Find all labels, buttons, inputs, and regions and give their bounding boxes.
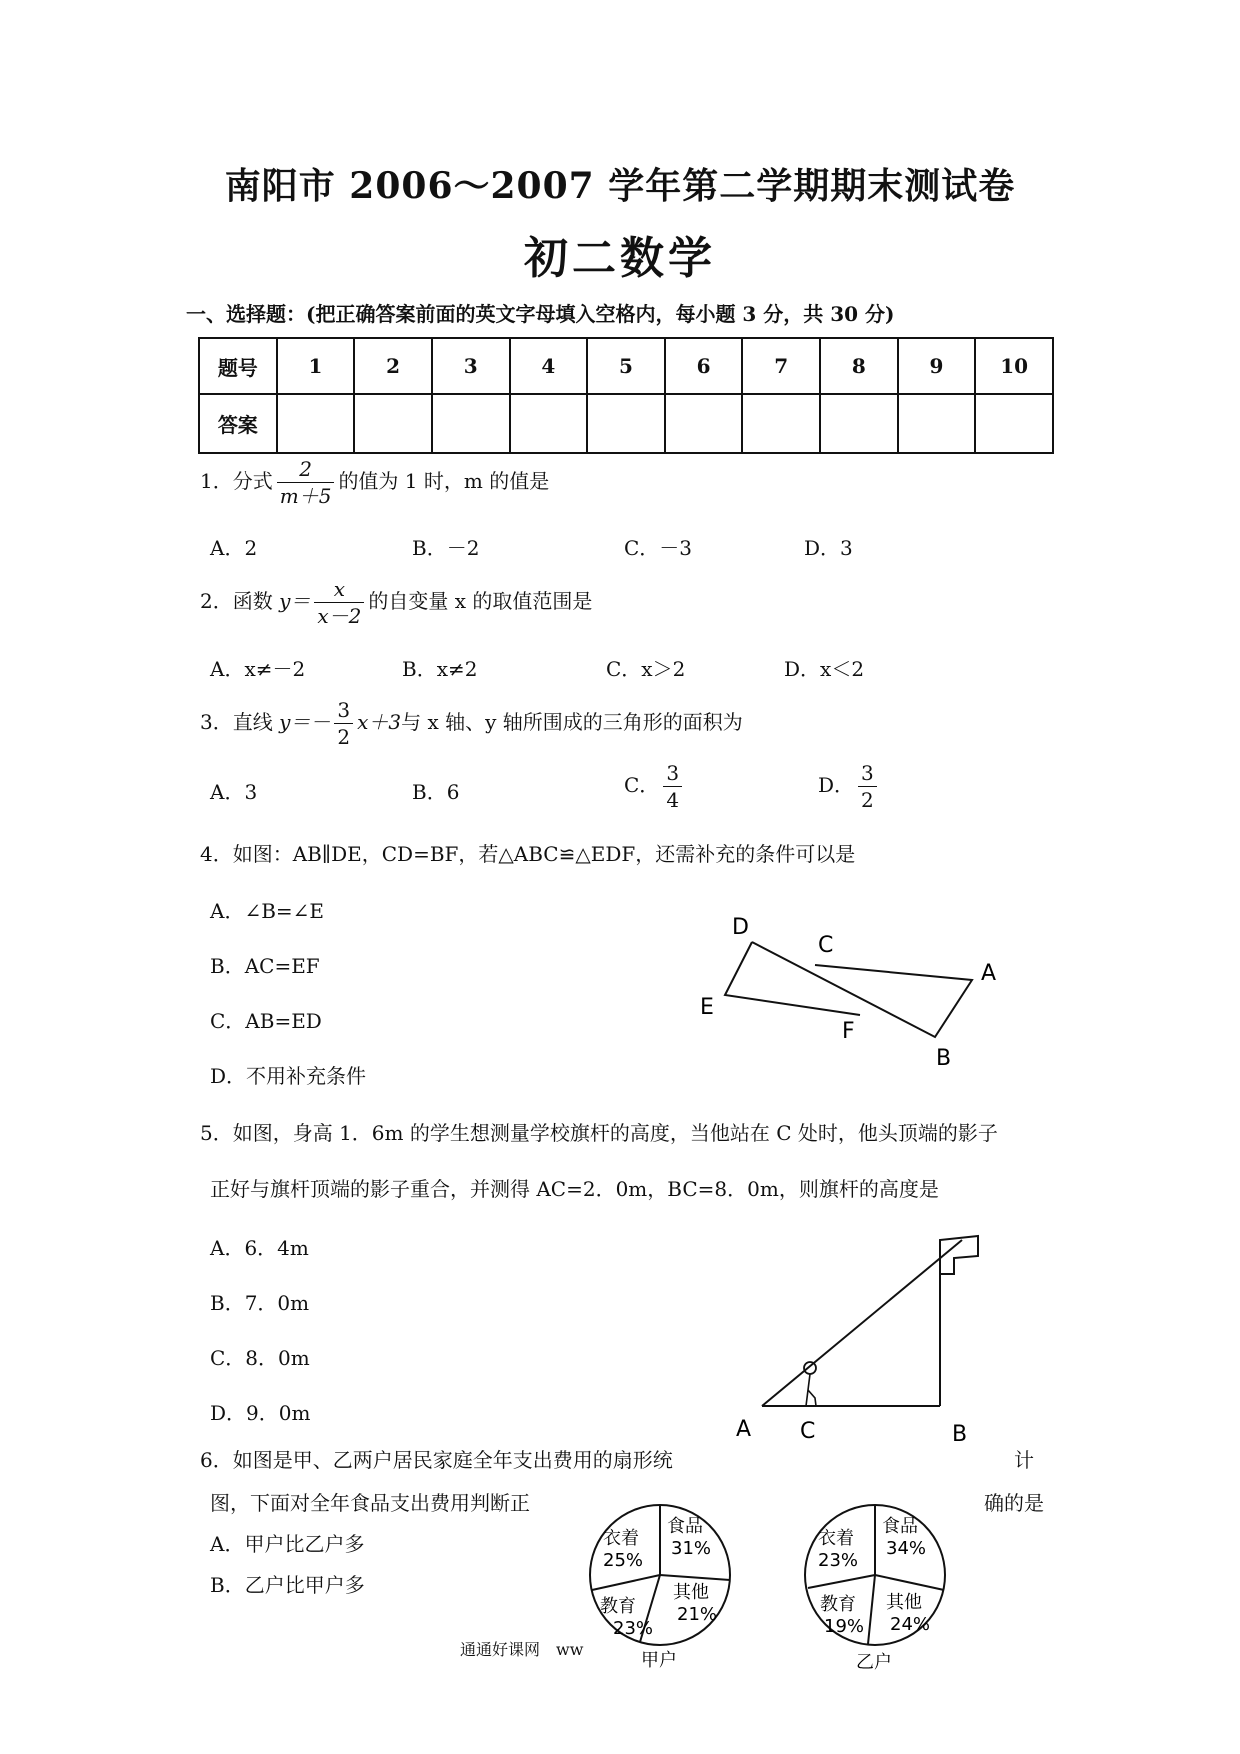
table-row	[199, 338, 1053, 394]
equation-tail: x＋3	[357, 710, 402, 734]
point-label-c: C	[800, 1419, 816, 1444]
question-6-line-2-end: 确的是	[984, 1491, 1044, 1515]
student-leg	[808, 1390, 816, 1406]
fraction-numerator: x	[314, 576, 364, 603]
answer-cell[interactable]	[510, 394, 588, 453]
slice-value: 34%	[886, 1538, 927, 1559]
student-head	[804, 1362, 816, 1374]
option-a: A．2	[210, 536, 258, 560]
fraction-denominator: 2	[337, 725, 351, 749]
flagpole-diagram	[730, 1228, 1000, 1450]
option-c: C．AB=ED	[210, 1009, 322, 1033]
slice-value: 23%	[613, 1618, 654, 1639]
fraction	[334, 697, 353, 750]
slice-value: 31%	[671, 1538, 712, 1559]
exam-title: 南阳市 2006～2007 学年第二学期期末测试卷	[224, 165, 1016, 207]
slice-label: 其他	[673, 1582, 709, 1603]
section-heading: 一、选择题：(把正确答案前面的英文字母填入空格内，每小题 3 分，共 30 分)	[186, 302, 895, 326]
fraction	[858, 760, 877, 813]
fraction-numerator: 3	[334, 697, 353, 724]
answer-cell[interactable]	[742, 394, 820, 453]
table-cell: 4	[510, 338, 588, 394]
option-a: A．6．4m	[210, 1236, 309, 1260]
table-cell: 7	[742, 338, 820, 394]
question-6-line-1: 6．如图是甲、乙两户居民家庭全年支出费用的扇形统	[200, 1448, 673, 1472]
fraction-numerator: 3	[663, 760, 682, 787]
slice-value: 24%	[890, 1614, 931, 1635]
fraction-denominator: 2	[861, 788, 874, 812]
option-c: C．8．0m	[210, 1346, 310, 1370]
question-1-prefix: 1．分式	[200, 469, 273, 493]
answer-table	[198, 337, 1054, 454]
footer-watermark: 通通好课网 ww	[460, 1640, 584, 1659]
table-cell: 6	[665, 338, 743, 394]
question-3-suffix: 与 x 轴、y 轴所围成的三角形的面积为	[401, 710, 743, 734]
question-3-prefix: 3．直线	[200, 710, 273, 734]
question-2-prefix: 2．函数	[200, 589, 273, 613]
equation-lhs: y＝－	[279, 710, 331, 734]
option-a: A．∠B=∠E	[210, 899, 325, 923]
fraction-numerator: 3	[858, 760, 877, 787]
point-label-c: C	[818, 933, 834, 958]
fraction-numerator: 2	[277, 456, 335, 483]
slice-label: 其他	[886, 1592, 922, 1613]
option-d	[818, 760, 881, 813]
slice-value: 19%	[824, 1616, 865, 1637]
slice-label: 教育	[600, 1596, 636, 1617]
table-cell: 1	[277, 338, 355, 394]
triangle-abc	[752, 942, 972, 1037]
answer-cell[interactable]	[432, 394, 510, 453]
answer-cell[interactable]	[975, 394, 1053, 453]
exam-subject: 初二数学	[524, 233, 716, 284]
question-5-line-2: 正好与旗杆顶端的影子重合，并测得 AC=2．0m，BC=8．0m，则旗杆的高度是	[210, 1177, 939, 1201]
slice-label: 食品	[667, 1516, 703, 1537]
option-a: A．x≠－2	[210, 657, 306, 681]
triangles-diagram	[680, 900, 1020, 1080]
sun-ray-line	[762, 1240, 962, 1406]
table-row	[199, 394, 1053, 453]
option-b: B．－2	[412, 536, 480, 560]
pie-chart-jia	[585, 1500, 735, 1670]
table-cell: 5	[587, 338, 665, 394]
answer-cell[interactable]	[820, 394, 898, 453]
table-cell: 10	[975, 338, 1053, 394]
answer-cell[interactable]	[898, 394, 976, 453]
answer-cell[interactable]	[587, 394, 665, 453]
slice-label: 教育	[820, 1594, 856, 1615]
option-d-label: D．	[818, 773, 855, 797]
pie-divider	[592, 1575, 660, 1590]
option-b: B．6	[412, 780, 460, 804]
slice-value: 21%	[677, 1604, 718, 1625]
option-d: D．x＜2	[784, 657, 865, 681]
option-a: A．3	[210, 780, 258, 804]
slice-value: 23%	[818, 1550, 859, 1571]
slice-value: 25%	[603, 1550, 644, 1571]
option-b: B．乙户比甲户多	[210, 1573, 365, 1597]
point-label-f: F	[842, 1019, 855, 1044]
pie-chart-yi	[800, 1500, 950, 1670]
answer-cell[interactable]	[354, 394, 432, 453]
pie-title: 甲户	[641, 1650, 677, 1670]
fraction	[314, 576, 364, 629]
pie-divider	[868, 1575, 875, 1644]
question-6-line-2: 图，下面对全年食品支出费用判断正	[210, 1491, 530, 1515]
option-c-label: C．	[624, 773, 660, 797]
fraction	[663, 760, 682, 813]
slice-label: 衣着	[603, 1528, 639, 1549]
point-label-e: E	[700, 995, 714, 1020]
question-3-stem	[200, 697, 743, 750]
option-b: B．7．0m	[210, 1291, 310, 1315]
point-label-b: B	[952, 1422, 968, 1447]
table-cell: 2	[354, 338, 432, 394]
option-c: C．x＞2	[606, 657, 686, 681]
table-header-cell: 答案	[199, 394, 277, 453]
slice-label: 衣着	[818, 1528, 854, 1549]
answer-cell[interactable]	[277, 394, 355, 453]
answer-cell[interactable]	[665, 394, 743, 453]
table-header-cell: 题号	[199, 338, 277, 394]
question-1-stem	[200, 456, 549, 509]
question-2-suffix: 的自变量 x 的取值范围是	[368, 589, 593, 613]
question-4-stem: 4．如图：AB∥DE，CD=BF，若△ABC≌△EDF，还需补充的条件可以是	[200, 842, 856, 866]
pie-divider	[808, 1575, 875, 1588]
option-a: A．甲户比乙户多	[210, 1532, 365, 1556]
fraction-denominator: 4	[666, 788, 680, 812]
option-b: B．AC=EF	[210, 954, 320, 978]
option-d: D．9．0m	[210, 1401, 311, 1425]
fraction-denominator: m＋5	[279, 484, 332, 508]
question-2-stem	[200, 576, 592, 629]
fraction	[277, 456, 335, 509]
point-label-d: D	[732, 915, 749, 940]
option-b: B．x≠2	[402, 657, 478, 681]
option-c: C．－3	[624, 536, 693, 560]
equation-lhs: y＝	[279, 589, 311, 613]
option-c	[624, 760, 686, 813]
triangle-def	[725, 942, 860, 1015]
question-6-line-1-end: 计	[1014, 1448, 1034, 1472]
pie-divider	[660, 1575, 730, 1580]
pie-divider	[875, 1575, 944, 1590]
pie-title: 乙户	[856, 1652, 892, 1670]
option-d: D．不用补充条件	[210, 1064, 367, 1088]
slice-label: 食品	[882, 1516, 918, 1537]
fraction-denominator: x－2	[317, 604, 362, 628]
question-1-suffix: 的值为 1 时，m 的值是	[338, 469, 550, 493]
table-cell: 8	[820, 338, 898, 394]
question-5-line-1: 5．如图，身高 1．6m 的学生想测量学校旗杆的高度，当他站在 C 处时，他头顶端的影子	[200, 1121, 998, 1145]
option-d: D．3	[804, 536, 853, 560]
table-cell: 3	[432, 338, 510, 394]
table-cell: 9	[898, 338, 976, 394]
point-label-b: B	[936, 1046, 952, 1071]
point-label-a: A	[736, 1417, 752, 1442]
point-label-a: A	[981, 961, 997, 986]
